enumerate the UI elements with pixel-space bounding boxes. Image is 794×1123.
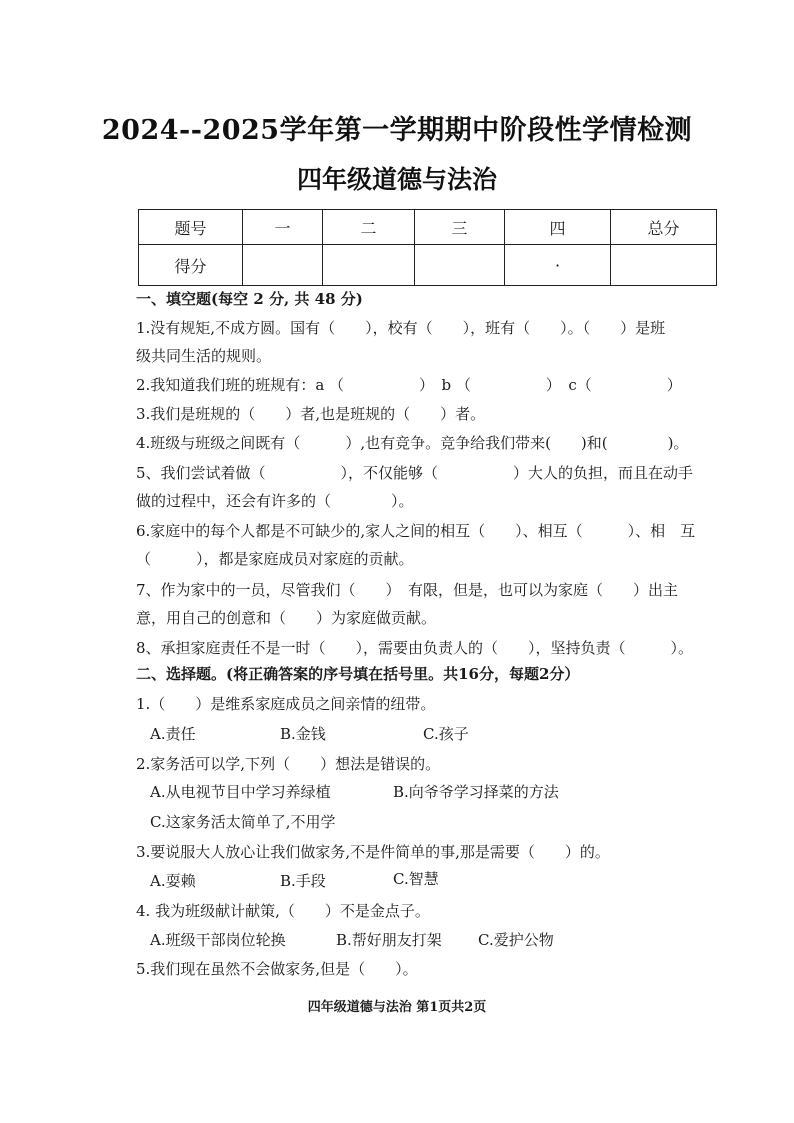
score-table-score-row [139, 245, 717, 286]
score-cell: 二 [323, 210, 415, 245]
score-cell: · [505, 245, 611, 286]
section1-heading: 一、填空题(每空 2 分, 共 48 分) [136, 290, 363, 308]
score-cell: 一 [243, 210, 323, 245]
score-cell: 题号 [139, 210, 243, 245]
question-stem: 5.我们现在虽然不会做家务,但是（ ）。 [136, 960, 418, 978]
score-cell [415, 245, 505, 286]
answer-option: A.耍赖 [150, 872, 196, 890]
answer-option: B.手段 [280, 872, 326, 890]
fill-blank-line: 7、作为家中的一员，尽管我们（ ） 有限，但是，也可以为家庭（ ）出主 [136, 581, 679, 599]
fill-blank-line: 1.没有规矩,不成方圆。国有（ ），校有（ ），班有（ ）。（ ）是班 [136, 319, 666, 337]
answer-option: C.智慧 [393, 870, 439, 888]
score-cell [323, 245, 415, 286]
question-stem: 3.要说服大人放心让我们做家务,不是件简单的事,那是需要（ ）的。 [136, 843, 610, 861]
fill-blank-line: 意，用自己的创意和（ ）为家庭做贡献。 [136, 609, 437, 627]
fill-blank-line: 做的过程中，还会有许多的（ ）。 [136, 492, 414, 510]
exam-subtitle: 四年级道德与法治 [296, 165, 497, 194]
fill-blank-line: 2.我知道我们班的班规有：a （ ） b （ ） c（ ） [136, 376, 682, 394]
fill-blank-line: 级共同生活的规则。 [136, 347, 272, 365]
score-cell [611, 245, 717, 286]
score-table-header-row [139, 210, 717, 245]
answer-option: C.这家务活太简单了,不用学 [150, 813, 336, 831]
answer-option: C.孩子 [423, 725, 469, 743]
answer-option: B.向爷爷学习择菜的方法 [393, 783, 559, 801]
page-footer: 四年级道德与法治 第1页共2页 [307, 1000, 487, 1015]
question-stem: 4. 我为班级献计献策,（ ）不是金点子。 [136, 902, 430, 920]
fill-blank-line: 6.家庭中的每个人都是不可缺少的,家人之间的相互（ ）、相互（ ）、相 互 [136, 522, 696, 540]
fill-blank-line: （ ），都是家庭成员对家庭的贡献。 [136, 550, 414, 568]
answer-option: A.班级干部岗位轮换 [150, 931, 286, 949]
score-cell: 四 [505, 210, 611, 245]
fill-blank-line: 4.班级与班级之间既有（ ）,也有竞争。竞争给我们带来( )和( )。 [136, 434, 689, 452]
fill-blank-line: 3.我们是班规的（ ）者,也是班规的（ ）者。 [136, 405, 486, 423]
exam-title: 2024--2025学年第一学期期中阶段性学情检测 [101, 115, 693, 146]
score-cell: 得分 [139, 245, 243, 286]
score-cell: 总分 [611, 210, 717, 245]
section2-heading: 二、选择题。(将正确答案的序号填在括号里。共16分，每题2分） [136, 665, 580, 683]
question-stem: 1.（ ）是维系家庭成员之间亲情的纽带。 [136, 695, 436, 713]
answer-option: C.爱护公物 [478, 931, 554, 949]
question-stem: 2.家务活可以学,下列（ ）想法是错误的。 [136, 755, 441, 773]
answer-option: B.金钱 [280, 725, 326, 743]
answer-option: B.帮好朋友打架 [336, 931, 442, 949]
fill-blank-line: 8、承担家庭责任不是一时（ ），需要由负责人的（ ），坚持负责（ ）。 [136, 639, 694, 657]
fill-blank-line: 5、我们尝试着做（ ），不仅能够（ ）大人的负担，而且在动手 [136, 464, 694, 482]
score-table [138, 209, 717, 286]
score-cell [243, 245, 323, 286]
answer-option: A.责任 [150, 725, 196, 743]
score-cell: 三 [415, 210, 505, 245]
answer-option: A.从电视节目中学习养绿植 [150, 783, 331, 801]
